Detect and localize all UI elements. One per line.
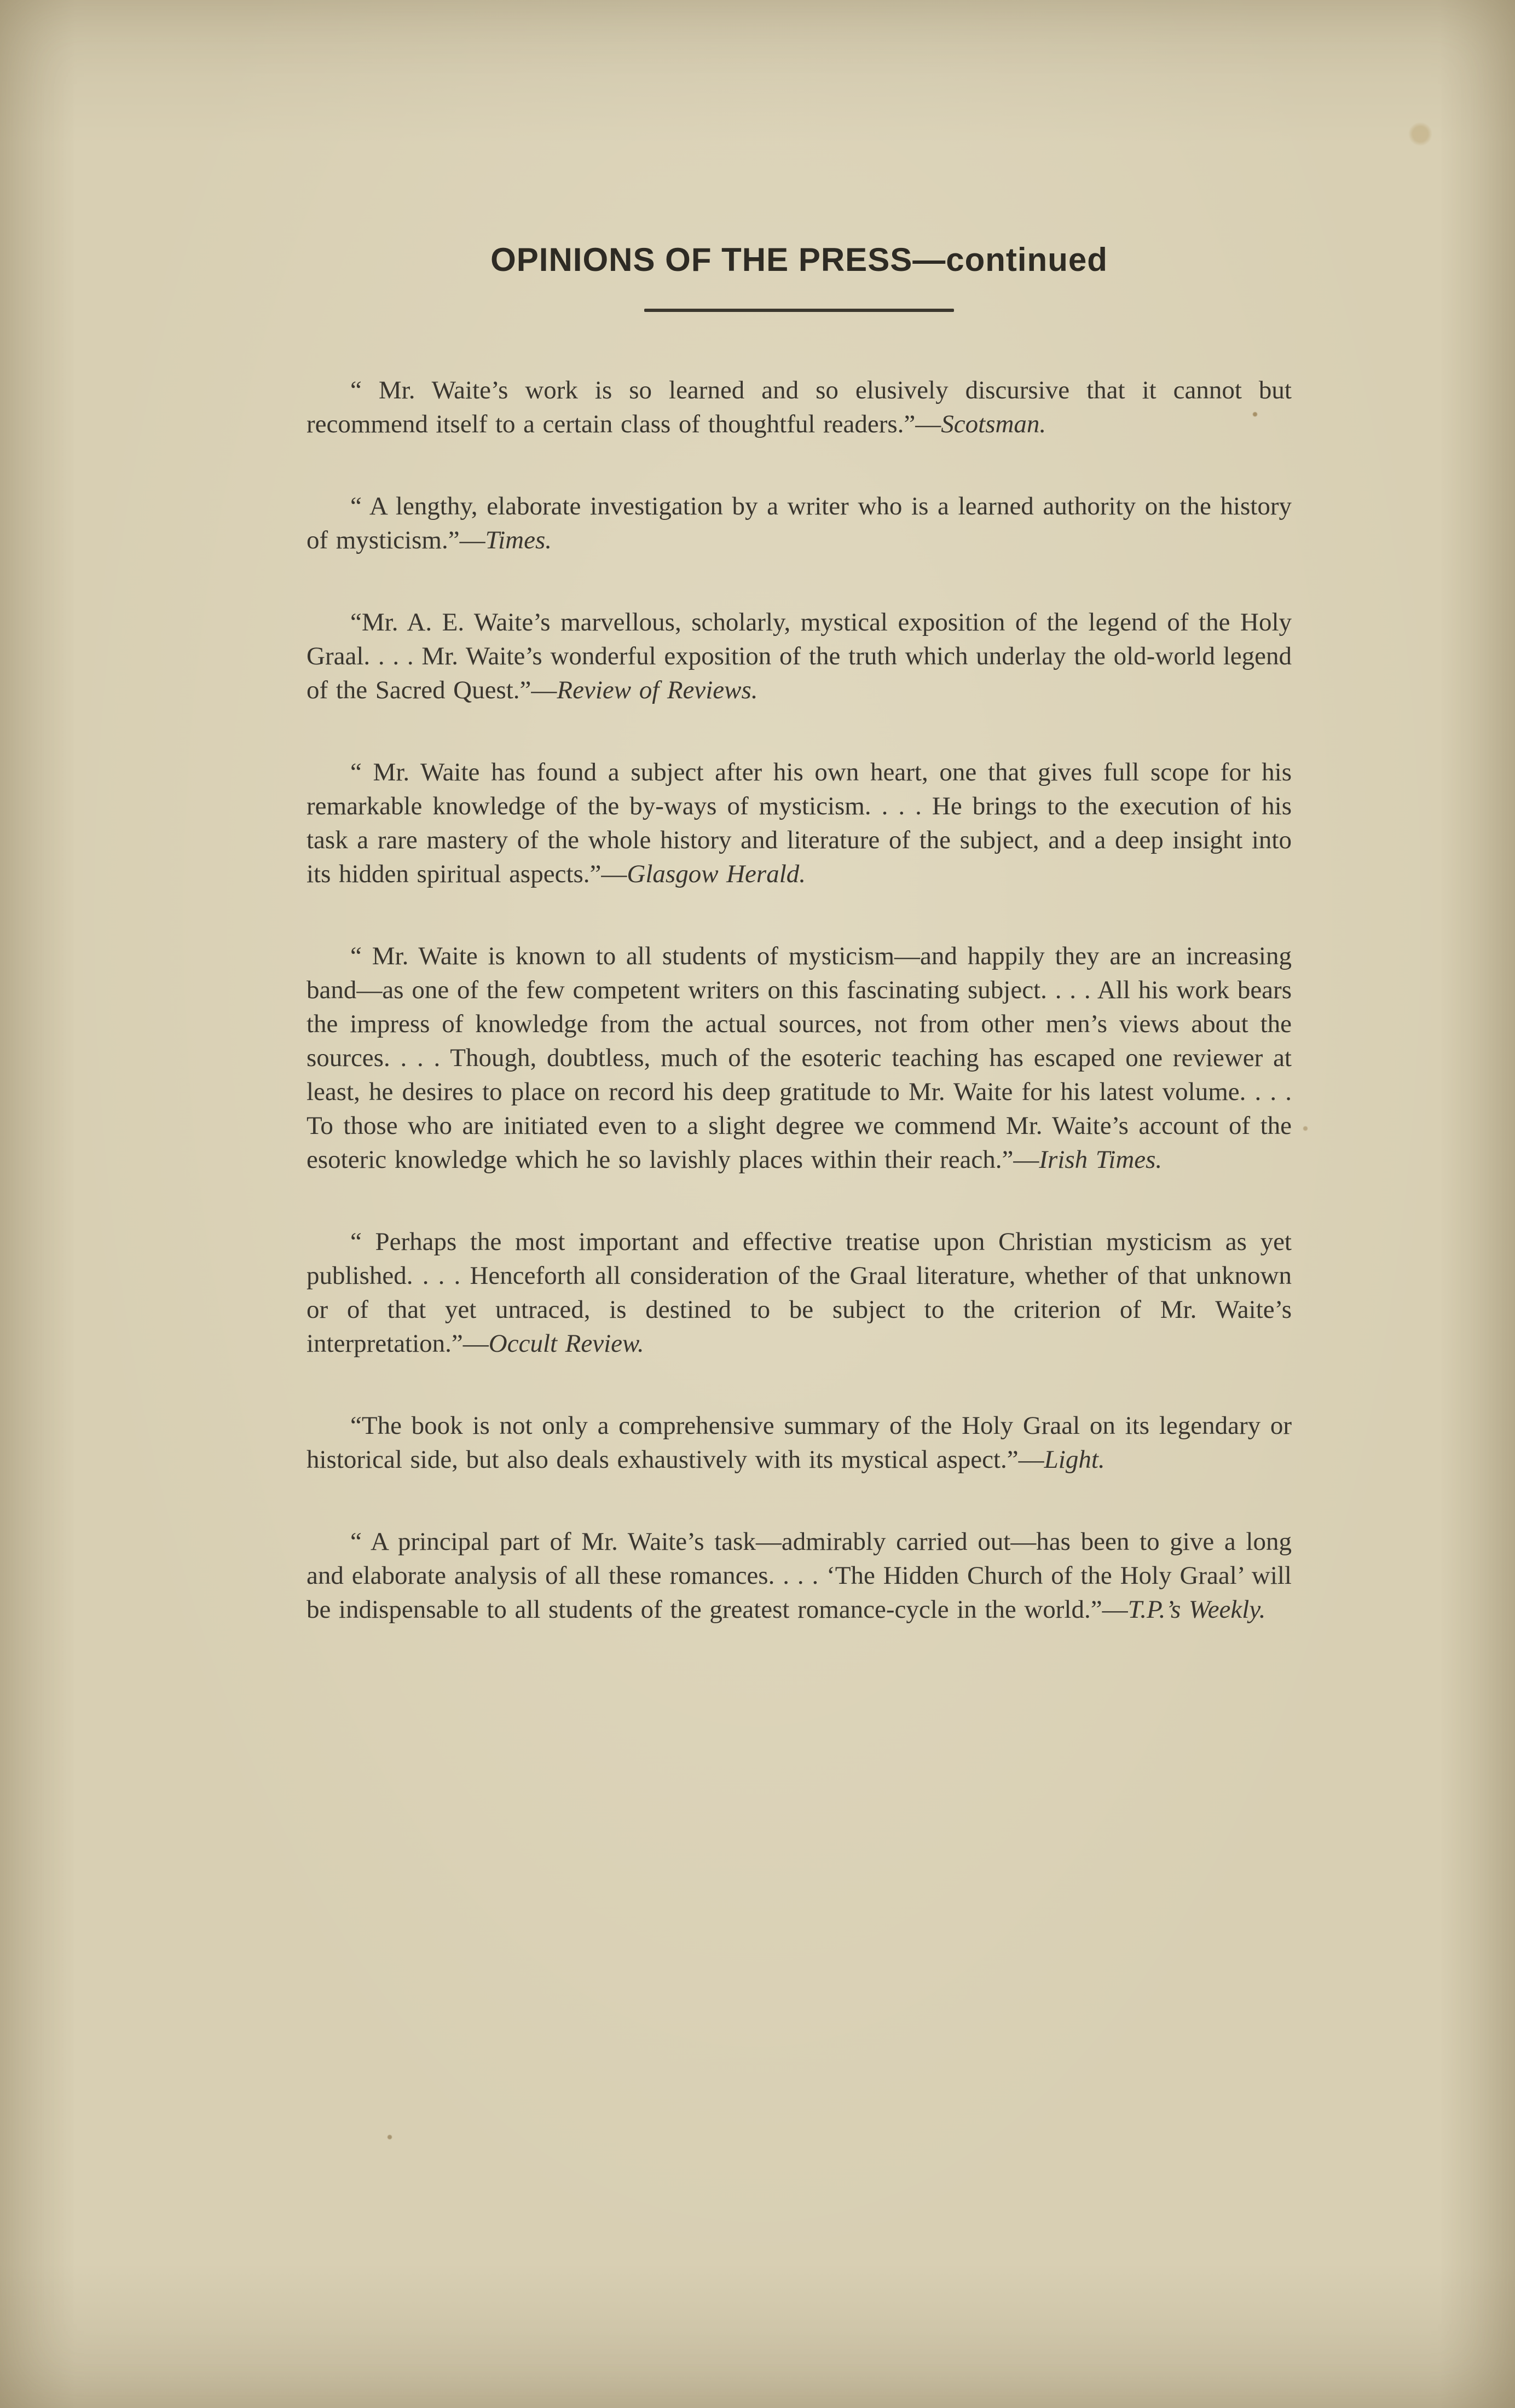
press-quote: [307, 1525, 1292, 1626]
press-quote: [307, 373, 1292, 441]
quote-source: Times.: [485, 526, 552, 554]
press-quote: [307, 1409, 1292, 1477]
quote-text: “ Perhaps the most important and effective treatise upon Christian mysticism as yet published. . . . Henceforth all consideration of the Graal literature, whether of that unknown or of that yet untraced, is destined to be subject to the criterion of Mr. Waite’s interpretation.”—: [307, 1228, 1292, 1358]
quote-source: Scotsman.: [941, 410, 1046, 438]
press-quote: [307, 1225, 1292, 1361]
press-quote: [307, 605, 1292, 707]
title-divider-rule: [644, 309, 954, 312]
press-quote: [307, 755, 1292, 891]
page-content: [307, 0, 1292, 1626]
quote-source: Occult Review.: [488, 1329, 644, 1358]
quote-text: “ A principal part of Mr. Waite’s task—admirably carried out—has been to give a long and elaborate analysis of all these romances. . . . ‘The Hidden Church of the Holy Graal’ will be indispensable to all students of the greatest romance-cycle in the world.”—: [307, 1527, 1292, 1624]
quote-text: “ Mr. Waite’s work is so learned and so elusively discursive that it cannot but recommend itself to a certain class of thoughtful readers.”—: [307, 376, 1292, 438]
quote-source: Review of Reviews.: [557, 676, 758, 704]
quote-text: “ Mr. Waite has found a subject after his own heart, one that gives full scope for his remarkable knowledge of the by-ways of mysticism. . . . He brings to the execution of his task a rare mastery of the whole history and literature of the subject, and a deep insight into its hidden spiritual aspects.”—: [307, 758, 1292, 888]
press-quote: [307, 489, 1292, 557]
press-quote: [307, 939, 1292, 1177]
quote-text: “ A lengthy, elaborate investigation by a writer who is a learned authority on the history of mysticism.”—: [307, 492, 1292, 554]
page-title: OPINIONS OF THE PRESS—continued: [490, 241, 1108, 278]
press-quotes-list: [307, 373, 1292, 1626]
quote-source: Irish Times.: [1039, 1145, 1163, 1174]
quote-source: Light.: [1044, 1445, 1105, 1474]
quote-text: “The book is not only a comprehensive summary of the Holy Graal on its legendary or historical side, but also deals exhaustively with its mystical aspect.”—: [307, 1411, 1292, 1474]
quote-text: “Mr. A. E. Waite’s marvellous, scholarly, mystical exposition of the legend of the Holy Graal. . . . Mr. Waite’s wonderful exposition of the truth which underlay the old-world legend of the Sacred Quest.”—: [307, 608, 1292, 704]
quote-source: T.P.’s Weekly.: [1127, 1595, 1266, 1624]
quote-source: Glasgow Herald.: [627, 860, 806, 888]
quote-text: “ Mr. Waite is known to all students of mysticism—and happily they are an increasing band—as one of the few competent writers on this fascinating subject. . . . All his work bears the impress of knowledge from the actual sources, not from other men’s views about the sources. . . . Though, doubtless, much of the esoteric teaching has escaped one reviewer at least, he desires to place on record his deep gratitude to Mr. Waite for his latest volume. . . . To those who are initiated even to a slight degree we commend Mr. Waite’s account of the esoteric knowledge which he so lavishly places within their reach.”—: [307, 942, 1292, 1174]
